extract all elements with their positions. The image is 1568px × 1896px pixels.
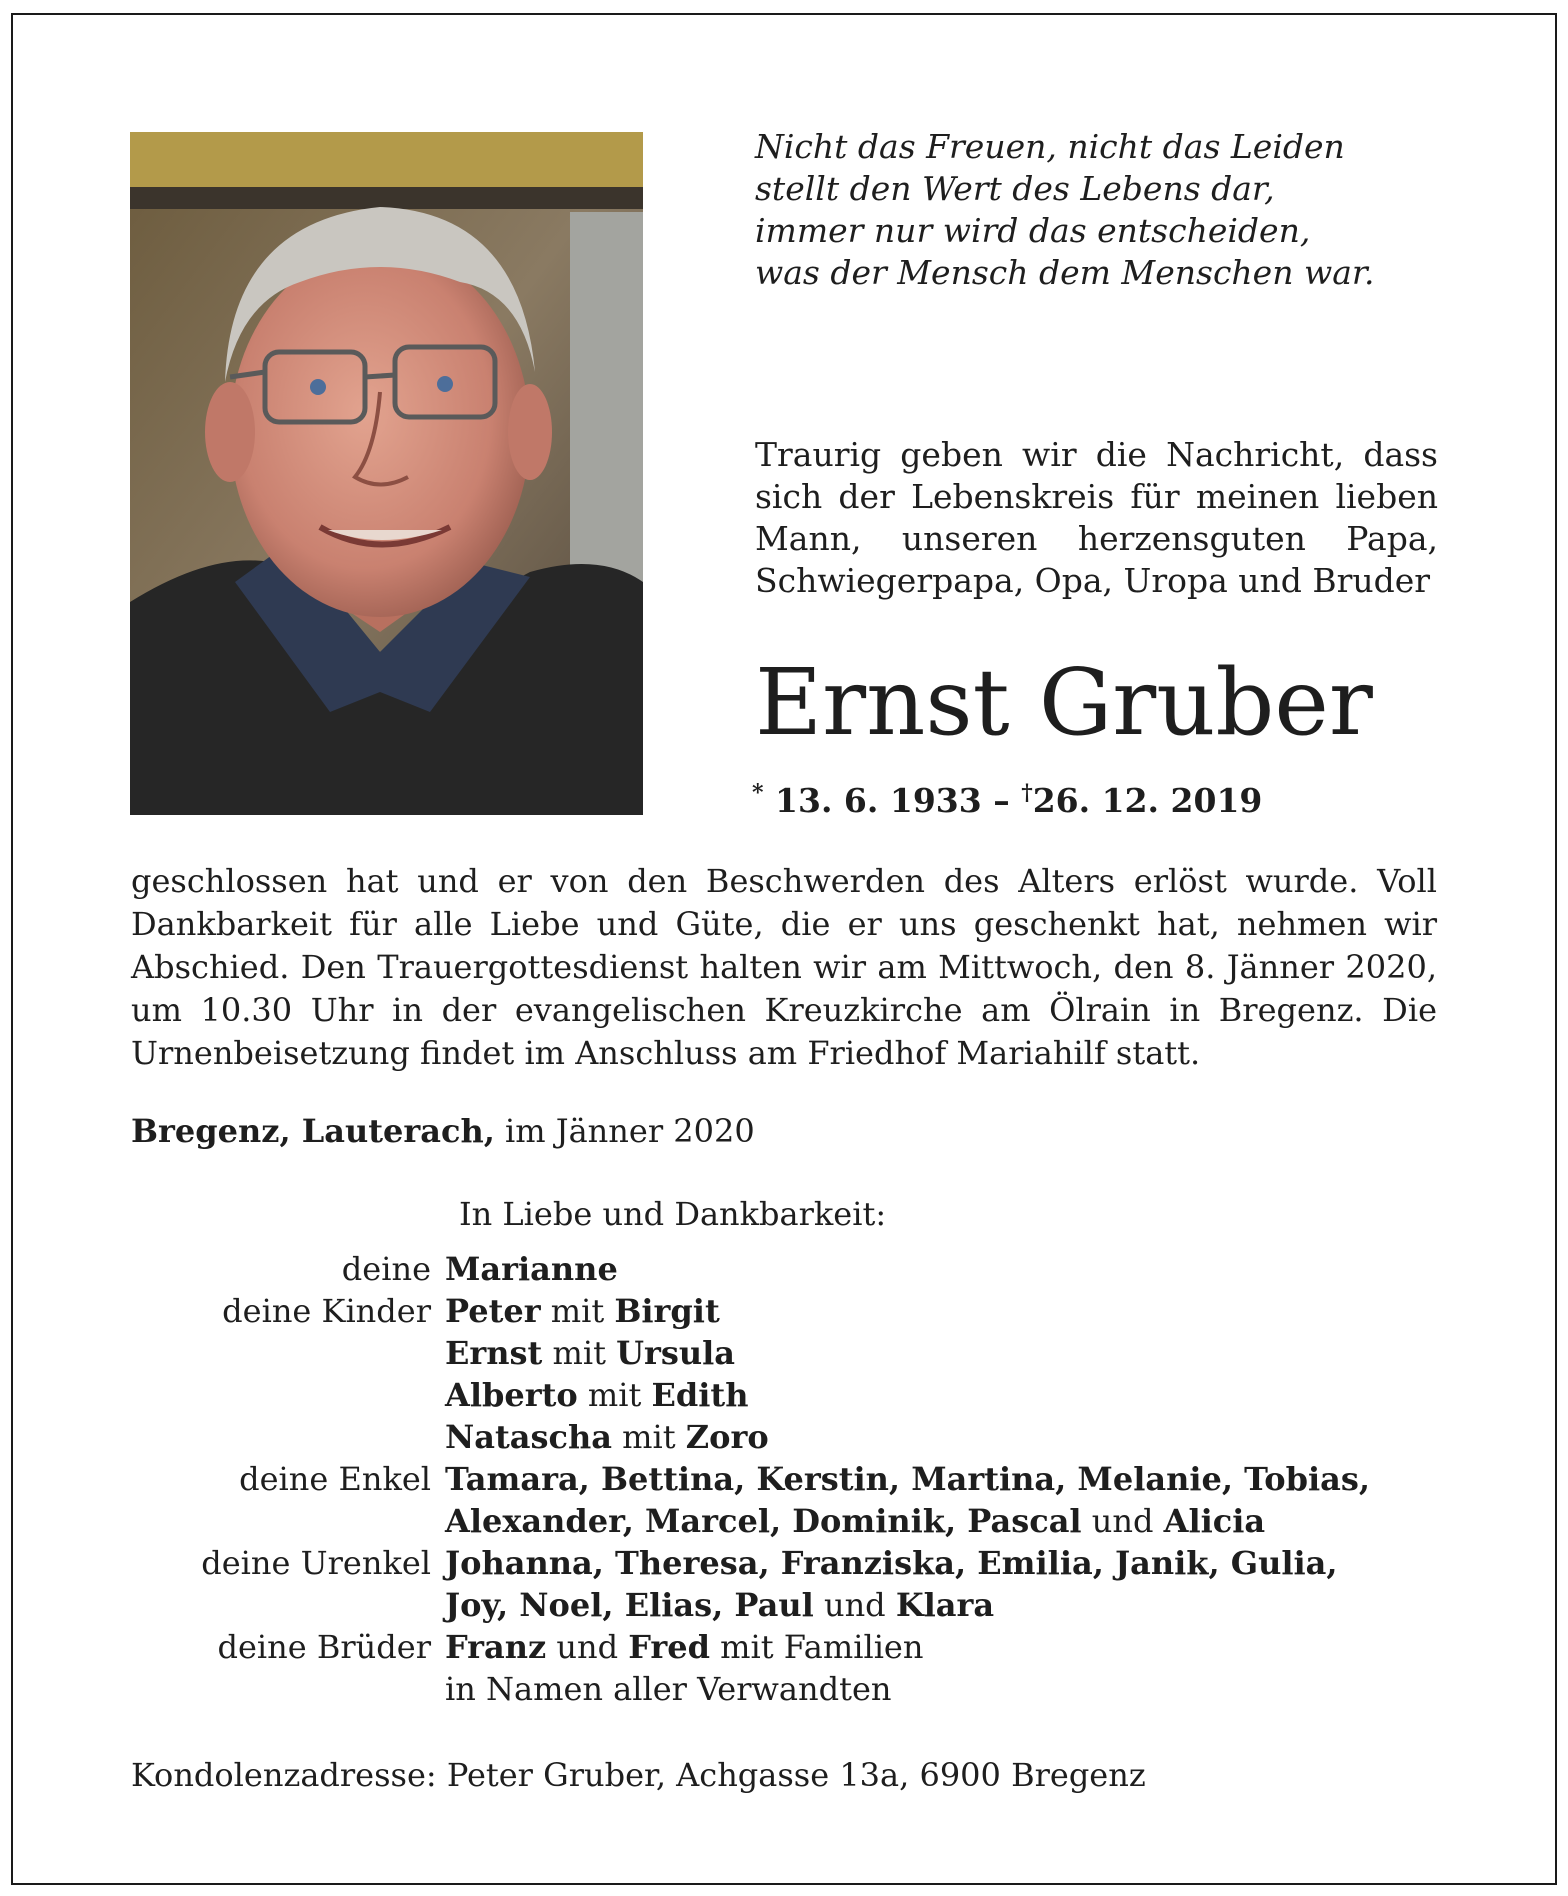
family-member-name: Alexander, Marcel, Dominik, Pascal [445, 1502, 1082, 1540]
family-connector: mit [540, 1292, 615, 1330]
family-member-name: Franz [445, 1628, 547, 1666]
death-symbol: † [1021, 780, 1033, 806]
family-member-name: Marianne [445, 1250, 618, 1288]
family-member-name: Alicia [1163, 1502, 1266, 1540]
family-connector: in Namen aller Verwandten [445, 1670, 892, 1708]
family-row [120, 1586, 1370, 1628]
quote-line: immer nur wird das entscheiden, [755, 211, 1311, 250]
place-date: im Jänner 2020 [494, 1112, 755, 1150]
family-row [120, 1670, 1370, 1712]
family-list [120, 1250, 1370, 1712]
family-connector: mit [542, 1334, 617, 1372]
family-member-name: Klara [895, 1586, 995, 1624]
family-connector: mit [577, 1376, 652, 1414]
family-member-name: Fred [628, 1628, 710, 1666]
family-role: deine [341, 1250, 431, 1288]
family-connector: und [1081, 1502, 1164, 1540]
family-names [445, 1502, 1265, 1540]
portrait-photo [130, 132, 643, 815]
announcement-text: Traurig geben wir die Nachricht, dass sich der Lebenskreis für meinen lieben Mann, unseren herzensguten Papa, Schwiegerpapa, Opa, Uropa und Bruder [755, 435, 1438, 600]
family-role: deine Brüder [217, 1628, 431, 1666]
family-names [445, 1418, 769, 1456]
family-row [120, 1376, 1370, 1418]
family-intro: In Liebe und Dankbarkeit: [459, 1195, 887, 1233]
family-row [120, 1460, 1370, 1502]
quote-line: Nicht das Freuen, nicht das Leiden [755, 127, 1345, 166]
quote-line: was der Mensch dem Menschen war. [755, 253, 1375, 292]
family-names [445, 1586, 994, 1624]
family-role: deine Enkel [239, 1460, 431, 1498]
family-names [445, 1628, 923, 1666]
birth-symbol: * [752, 780, 764, 806]
deceased-name: Ernst Gruber [755, 649, 1373, 756]
family-names [445, 1292, 720, 1330]
family-member-name: Joy, Noel, Elias, Paul [445, 1586, 814, 1624]
place-names: Bregenz, Lauterach, [131, 1112, 495, 1150]
body-text: geschlossen hat und er von den Beschwerden des Alters erlöst wurde. Voll Dankbarkeit für alle Liebe und Güte, die er uns geschenkt hat, nehmen wir Abschied. Den Trauergottesdienst halten wir am Mittwoch, den 8. Jänner 2020, um 10.30 Uhr in der evangelischen Kreuzkirche am Ölrain in Bregenz. Die Urnenbeisetzung findet im Anschluss am Friedhof Mariahilf statt. [131, 862, 1437, 1072]
family-member-name: Zoro [685, 1418, 769, 1456]
family-member-name: Natascha [445, 1418, 612, 1456]
birth-date: 13. 6. 1933 [775, 781, 982, 820]
date-separator: – [993, 781, 1010, 820]
family-connector: und [546, 1628, 629, 1666]
family-connector: mit [612, 1418, 686, 1456]
family-names [445, 1544, 1338, 1582]
family-row [120, 1418, 1370, 1460]
family-member-name: Ursula [616, 1334, 736, 1372]
family-names [445, 1250, 618, 1288]
family-row [120, 1628, 1370, 1670]
quote-line: stellt den Wert des Lebens dar, [755, 169, 1275, 208]
family-member-name: Johanna, Theresa, Franziska, Emilia, Janik, Gulia, [445, 1544, 1338, 1582]
family-connector: mit Familien [709, 1628, 924, 1666]
family-names [445, 1460, 1370, 1498]
life-dates [752, 780, 1262, 820]
family-row [120, 1502, 1370, 1544]
family-row [120, 1292, 1370, 1334]
family-member-name: Ernst [445, 1334, 543, 1372]
family-names [445, 1670, 891, 1708]
condolence-address: Kondolenzadresse: Peter Gruber, Achgasse 13a, 6900 Bregenz [131, 1756, 1146, 1794]
family-member-name: Birgit [614, 1292, 720, 1330]
family-connector: und [813, 1586, 896, 1624]
family-row [120, 1250, 1370, 1292]
family-row [120, 1334, 1370, 1376]
family-member-name: Tamara, Bettina, Kerstin, Martina, Melanie, Tobias, [445, 1460, 1371, 1498]
family-member-name: Peter [445, 1292, 541, 1330]
family-member-name: Alberto [445, 1376, 578, 1414]
family-names [445, 1376, 748, 1414]
family-role: deine Kinder [222, 1292, 431, 1330]
family-role: deine Urenkel [201, 1544, 431, 1582]
place-date-line [131, 1112, 755, 1150]
family-member-name: Edith [651, 1376, 749, 1414]
death-date: 26. 12. 2019 [1032, 781, 1263, 820]
family-names [445, 1334, 735, 1372]
quote-poem [755, 126, 1375, 294]
family-row [120, 1544, 1370, 1586]
